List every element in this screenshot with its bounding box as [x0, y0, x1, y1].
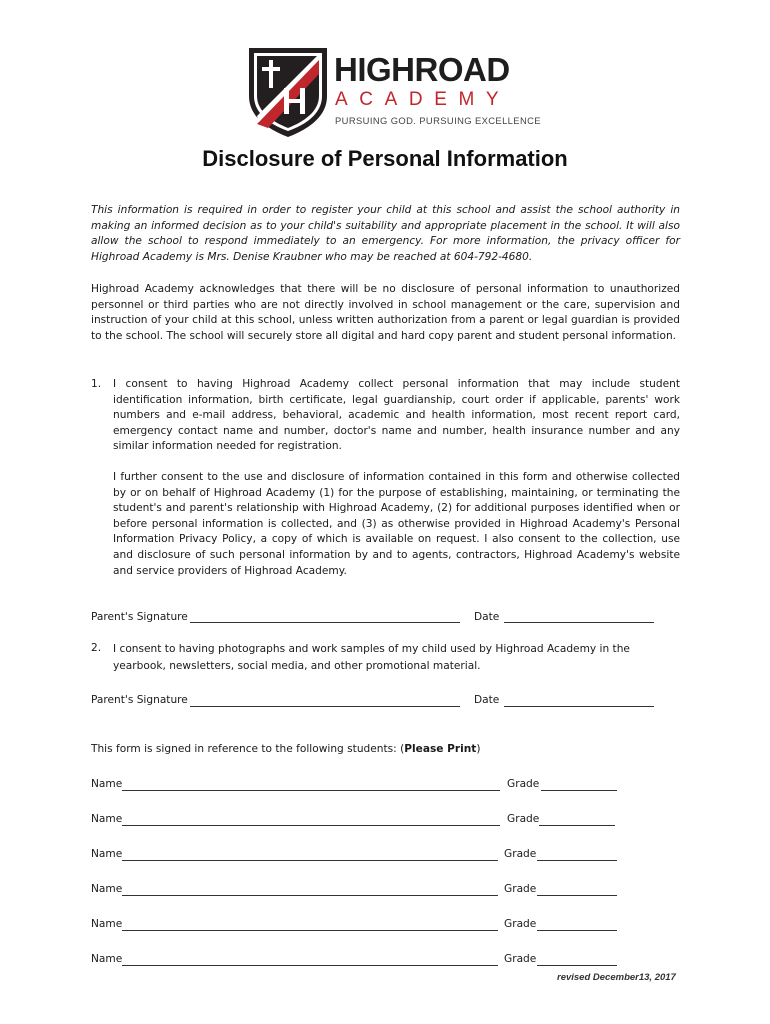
student-name-label: Name [91, 813, 123, 825]
item-2-number: 2. [91, 642, 102, 654]
student-grade-field[interactable] [539, 825, 615, 826]
revision-date: revised December13, 2017 [557, 972, 676, 983]
please-print-label: Please Print [404, 743, 477, 755]
student-grade-label: Grade [504, 918, 537, 930]
student-grade-label: Grade [507, 778, 540, 790]
student-name-field[interactable] [122, 860, 498, 861]
student-name-label: Name [91, 778, 123, 790]
student-grade-field[interactable] [537, 895, 617, 896]
student-grade-label: Grade [504, 883, 537, 895]
student-grade-label: Grade [507, 813, 540, 825]
date-label-1: Date [474, 611, 500, 623]
date-field-2[interactable] [504, 706, 654, 707]
student-name-label: Name [91, 848, 123, 860]
student-grade-label: Grade [504, 953, 537, 965]
students-intro [91, 742, 481, 757]
student-grade-field[interactable] [537, 860, 617, 861]
student-name-label: Name [91, 918, 123, 930]
item-2-consent-text: I consent to having photographs and work samples of my child used by Highroad Academy in the yearbook, newsletters, social media, and other promotional material. [113, 643, 630, 672]
intro-paragraph: This information is required in order to register your child at this school and assist the school authority in making an informed decision as to your child's suitability and appropriate placement in the school. It will also allow the school to respond immediately to an emergency. For more information, the privacy officer for Highroad Academy is Mrs. Denise Kraubner who may be reached at 604-792-4680. [91, 204, 680, 263]
date-label-2: Date [474, 694, 500, 706]
student-name-field[interactable] [122, 790, 500, 791]
students-intro-end: ) [476, 743, 481, 755]
student-name-field[interactable] [122, 965, 498, 966]
brand-subtitle: ACADEMY [335, 89, 511, 110]
parent-signature-label-1: Parent's Signature [91, 611, 188, 623]
item-1-further-consent-text: I further consent to the use and disclosure of information contained in this form and otherwise collected by or on behalf of Highroad Academy (1) for the purpose of establishing, maintaining, or terminating the student's and parent's relationship with Highroad Academy, (2) for additional purposes identified when or before personal information is collected, and (3) as otherwise provided in Highroad Academy's Personal Information Privacy Policy, a copy of which is available on request. I also consent to the collection, use and disclosure of such personal information by and to agents, contractors, Highroad Academy's website and service providers of Highroad Academy. [113, 471, 680, 577]
brand-tagline: PURSUING GOD. PURSUING EXCELLENCE [335, 115, 541, 126]
parent-signature-label-2: Parent's Signature [91, 694, 188, 706]
student-grade-field[interactable] [541, 790, 617, 791]
shield-crest-icon [246, 46, 330, 138]
acknowledgement-paragraph: Highroad Academy acknowledges that there will be no disclosure of personal information to unauthorized personnel or third parties who are not directly involved in school management or the care, supervision and instruction of your child at this school, unless written authorization from a parent or legal guardian is provided to the school. The school will securely store all digital and hard copy parent and student personal information. [91, 283, 680, 342]
student-name-field[interactable] [122, 825, 500, 826]
student-grade-field[interactable] [537, 965, 617, 966]
parent-signature-field-1[interactable] [190, 622, 460, 623]
students-intro-text: This form is signed in reference to the following students: ( [91, 743, 405, 755]
student-name-label: Name [91, 953, 123, 965]
page-title: Disclosure of Personal Information [202, 146, 568, 171]
parent-signature-field-2[interactable] [190, 706, 460, 707]
student-grade-field[interactable] [537, 930, 617, 931]
student-name-field[interactable] [122, 930, 498, 931]
item-1-consent-text: I consent to having Highroad Academy collect personal information that may include student identification information, birth certificate, legal guardianship, court order if applicable, parents' work numbers and e-mail address, behavioral, academic and health information, most recent report card, emergency contact name and number, doctor's name and number, health insurance number and any similar information needed for registration. [113, 378, 680, 453]
date-field-1[interactable] [504, 622, 654, 623]
student-name-field[interactable] [122, 895, 498, 896]
item-1-number: 1. [91, 378, 102, 390]
student-grade-label: Grade [504, 848, 537, 860]
brand-name: HIGHROAD [334, 51, 510, 88]
student-name-label: Name [91, 883, 123, 895]
